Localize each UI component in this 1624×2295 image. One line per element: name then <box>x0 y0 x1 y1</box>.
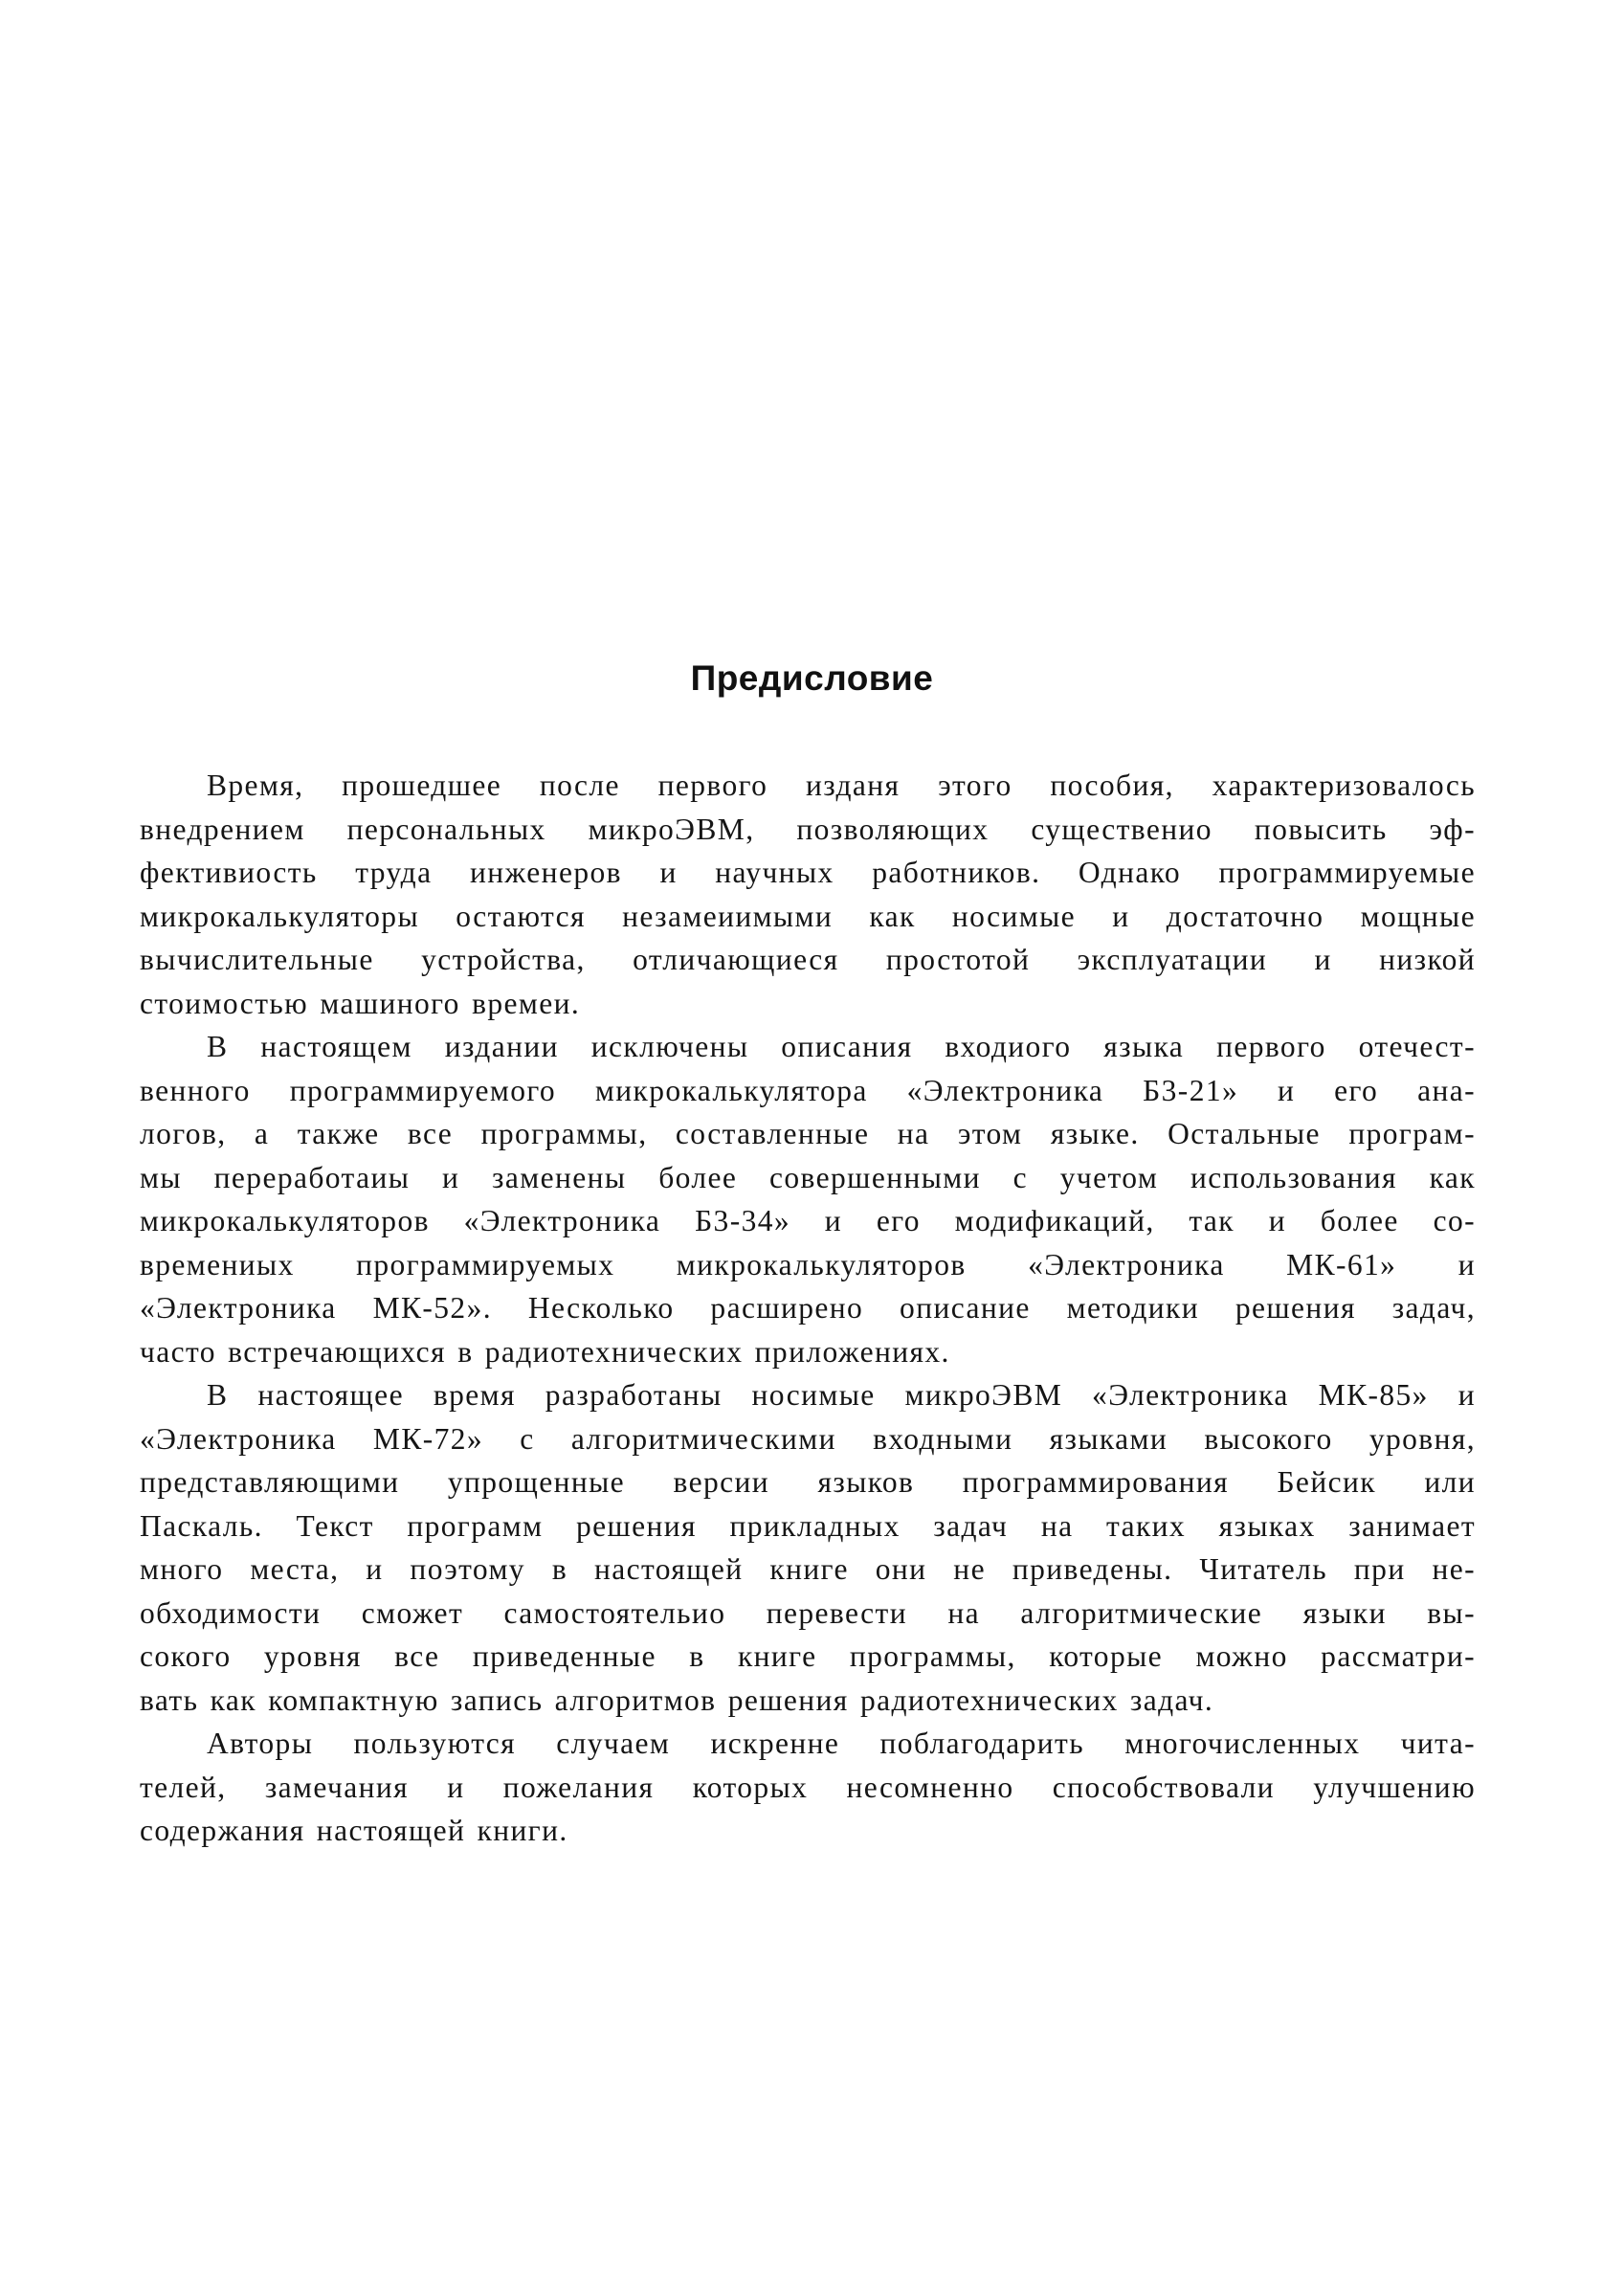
text-line: часто встречающихся в радиотехнических приложениях. <box>140 1334 950 1369</box>
text-line: «Электроника МК-72» с алгоритмическими входными языками высокого уровня, <box>140 1421 1476 1456</box>
text-line: внедрением персональных микроЭВМ, позволяющих существенио повысить эф- <box>140 812 1476 846</box>
text-line: стоимостью машиного времеи. <box>140 986 581 1020</box>
text-line: содержания настоящей книги. <box>140 1814 568 1847</box>
text-line: сокого уровня все приведенные в книге программы, которые можно рассматри- <box>140 1639 1476 1673</box>
text-line: микрокалькуляторы остаются незамеиимыми как носимые и достаточно мощные <box>140 899 1476 933</box>
text-line: вычислительные устройства, отличающиеся простотой эксплуатации и низкой <box>140 943 1476 976</box>
preface-body <box>140 764 1476 1853</box>
paragraph-3 <box>140 1373 1476 1722</box>
text-line: телей, замечания и пожелания которых несомненно способствовали улучшению <box>140 1770 1476 1804</box>
text-line: «Электроника МК-52». Несколько расширено описание методики решения задач, <box>140 1291 1476 1325</box>
paragraph-2 <box>140 1025 1476 1373</box>
text-line: логов, а также все программы, составленные на этом языке. Остальные програм- <box>140 1117 1476 1150</box>
paragraph-4 <box>140 1722 1476 1853</box>
text-line: обходимости сможет самостоятельио перевести на алгоритмические языки вы- <box>140 1595 1476 1630</box>
text-line: мы переработаиы и заменены более совершенными с учетом использования как <box>140 1160 1476 1194</box>
text-line: Паскаль. Текст программ решения прикладных задач на таких языках занимает <box>140 1508 1476 1543</box>
text-line: времениых программируемых микрокалькуляторов «Электроника МК-61» и <box>140 1247 1476 1281</box>
text-line: В настоящее время разработаны носимые микроЭВМ «Электроника МК-85» и <box>207 1378 1476 1412</box>
text-line: В настоящем издании исключены описания входиого языка первого отечест- <box>207 1030 1476 1063</box>
text-line: фективиость труда инженеров и научных работников. Однако программируемые <box>140 856 1476 889</box>
text-line: Время, прошедшее после первого изданя этого пособия, характеризовалось <box>207 769 1476 802</box>
paragraph-1 <box>140 764 1476 1025</box>
page-title: Предисловие <box>690 658 934 698</box>
text-line: Авторы пользуются случаем искренне поблагодарить многочисленных чита- <box>207 1727 1476 1760</box>
text-line: венного программируемого микрокалькулятора «Электроника Б3-21» и его ана- <box>140 1073 1476 1107</box>
text-line: представляющими упрощенные версии языков программирования Бейсик или <box>140 1465 1476 1499</box>
text-line: микрокалькуляторов «Электроника Б3-34» и его модификаций, так и более со- <box>140 1204 1476 1237</box>
text-line: много места, и поэтому в настоящей книге они не приведены. Читатель при не- <box>140 1552 1476 1586</box>
text-line: вать как компактную запись алгоритмов решения радиотехнических задач. <box>140 1682 1214 1717</box>
